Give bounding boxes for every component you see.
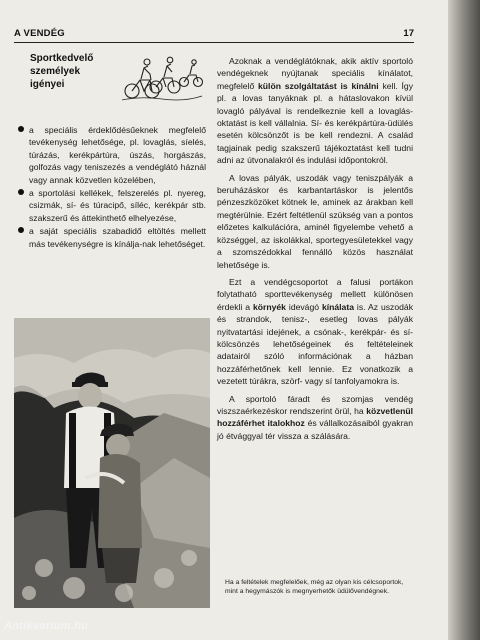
sidebar-title (30, 52, 126, 91)
paragraph: A lovas pályák, uszodák vagy teniszpályák a beruházáskor és karbantartáskor is jelentős pénzeszközöket kötnek le, aminek az árakban kell megtérülnie. Ezért feltétlenül szükség van a pontos előzetes kalkulációra, aminél figyelembe vehető a községgel, az iskolákkal, sportegyesületekkel vagy a szomszédokkal fennálló közös használat lehetősége is. (217, 172, 413, 270)
climbers-photo (14, 318, 210, 608)
sidebar-title-line: Sportkedvelő (30, 53, 94, 64)
emphasis: közvetlenül hozzáférhet italokhoz (217, 405, 413, 429)
emphasis: környék (253, 301, 286, 312)
list-item-text: a saját speciális szabadidő eltöltés mellett más tevékenységre is kínálja-nak lehetőséget. (29, 226, 206, 249)
emphasis: külön szolgáltatást is kínálni (258, 80, 379, 91)
sidebar-title-line: igényei (30, 79, 65, 90)
list-item (18, 187, 206, 224)
cyclists-illustration (120, 44, 204, 104)
bullet-icon (18, 126, 24, 132)
requirements-list (18, 124, 206, 251)
photo-caption: Ha a feltételek megfelelőek, még az olyan kis célcsoportok, mint a hegymászók is megnyerhetők üdülővendégnek. (225, 579, 404, 596)
bullet-icon (18, 227, 24, 233)
page-header (14, 28, 414, 43)
book-spine-shadow (448, 0, 480, 640)
paragraph: Azoknak a vendéglátóknak, akik aktív sportoló vendégeknek nyújtanak speciális kínálatot, megfelelő külön szolgáltatást is kínálni kell. Így pl. a lovas tanyáknak pl. a hátaslovakon kívül lovagló pályával is rendelkeznie kell a lovaglás-oktatást is kell vállalnia. Sí- és kerékpártúra-üdülés esetén kölcsönzőt is be kell rendezni. A család tagjainak pedig szakszerű tájékoztatást kell tudni adni az útvonalakról és indulási időpontokról. (217, 56, 413, 166)
emphasis: kínálata (321, 301, 354, 312)
list-item (18, 124, 206, 186)
page-number: 17 (403, 28, 414, 39)
paragraph: A sportoló fáradt és szomjas vendég viszszaérkezéskor rendszerint örül, ha közvetlenül hozzáférhet italokhoz és vállalkozásaiból gyakran jó étvággyal tér vissza a szálására. (217, 393, 413, 441)
paragraph: Ezt a vendégcsoportot a falusi portákon folytatható sporttevékenység mellett különösen érdekli a környék idevágó kínálata is. Az uszodák és strandok, tenisz-, esetleg lovas pályák nyitvatartási idejének, a csónak-, kerékpár- és sí- kölcsönzés lehetőségeinek és feltételeinek adatairól szóló információnak a házban hozzáférhetőnek kell lennie. Ez vonatkozik a vezetett túrákra, szörf- vagy sí tanfolyamokra is. (217, 276, 413, 387)
sidebar-title-line: személyek (30, 66, 81, 77)
watermark: Antikvarium.hu (4, 620, 89, 632)
list-item (18, 225, 206, 250)
bullet-icon (18, 189, 24, 195)
main-text (217, 55, 413, 447)
list-item-text: a speciális érdeklődésűeknek megfelelő tevékenység lehetősége, pl. lovaglás, síelés, túrázás, kerékpártúra, úszás, horgászás, golfozás vagy teniszezés a vendéglátó háznál vagy annak közvetlen közelében, (29, 125, 206, 185)
list-item-text: a sportolási kellékek, felszerelés pl. nyereg, csizmák, sí- és túracipő, síléc, kerékpár stb. szakszerű és áttekinthető elhelyezése, (29, 188, 206, 223)
section-title: A VENDÉG (14, 28, 65, 39)
